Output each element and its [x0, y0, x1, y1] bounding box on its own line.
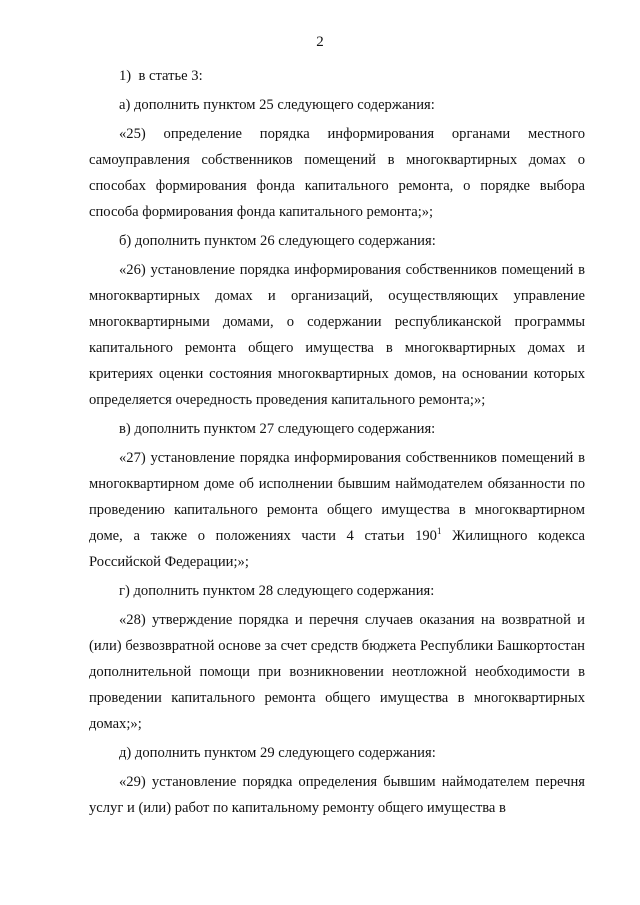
- paragraph-item-v: в) дополнить пунктом 27 следующего содержания:: [119, 421, 436, 437]
- paragraph-point-25: «25) определение порядка информирования органами местного самоуправления собственников помещений в многоквартирных домах о способах формирования фонда капитального ремонта, о порядке выбора способа формирования фонда капитального ремонта;»;: [89, 126, 585, 220]
- paragraph-point-27: [89, 445, 585, 575]
- paragraph-item-b: б) дополнить пунктом 26 следующего содержания:: [119, 233, 436, 249]
- paragraph-item-a: а) дополнить пунктом 25 следующего содержания:: [119, 97, 435, 113]
- point-27-text-after: Жилищного кодекса Российской Федерации;»;: [89, 528, 585, 570]
- paragraph-item-g: г) дополнить пунктом 28 следующего содержания:: [119, 583, 435, 599]
- paragraph-point-28: «28) утверждение порядка и перечня случаев оказания на возвратной и (или) безвозвратной основе за счет средств бюджета Республики Башкортостан дополнительной помощи при возникновении неотложной необходимости в проведении капитального ремонта общего имущества в многоквартирных домах;»;: [89, 612, 585, 732]
- paragraph-item-d: д) дополнить пунктом 29 следующего содержания:: [119, 745, 436, 761]
- point-27-superscript: 1: [436, 526, 442, 536]
- point-27-text-before: «27) установление порядка информирования собственников помещений в многоквартирном доме об исполнении бывшим наймодателем обязанности по проведению капитального ремонта общего имущества в многоквартирном доме, а также о положениях части 4 статьи 190: [89, 450, 585, 544]
- paragraph-article-3: 1) в статье 3:: [119, 68, 203, 84]
- paragraph-point-29: «29) установление порядка определения бывшим наймодателем перечня услуг и (или) работ по капитальному ремонту общего имущества в: [89, 774, 585, 816]
- document-body: [89, 63, 585, 821]
- paragraph-point-26: «26) установление порядка информирования собственников помещений в многоквартирных домах и организаций, осуществляющих управление многоквартирными домами, о содержании республиканской программы капитального ремонта общего имущества в многоквартирных домах и критериях оценки состояния многоквартирных домов, на основании которых определяется очередность проведения капитального ремонта;»;: [89, 262, 585, 408]
- page-number: 2: [316, 34, 324, 50]
